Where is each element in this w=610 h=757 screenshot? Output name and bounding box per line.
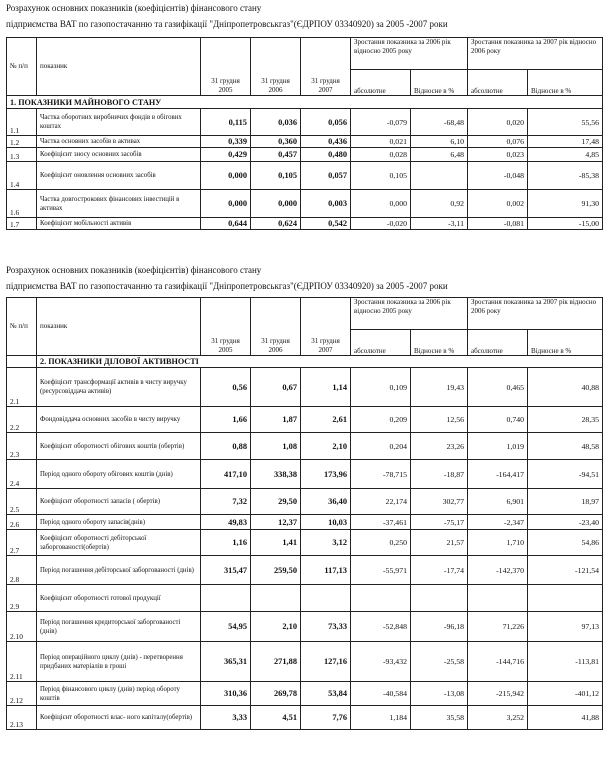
absolute-change-2007: 0,076 (468, 136, 528, 148)
table-row (7, 706, 603, 730)
value-2006: 271,88 (251, 642, 301, 682)
relative-change-2007: -121,54 (528, 556, 603, 585)
header-2006: 31 грудня 2006 (251, 298, 301, 356)
header-absolute: абсолютне (351, 70, 411, 96)
value-2007: 53,84 (301, 682, 351, 706)
relative-change-2006: -17,74 (411, 556, 468, 585)
value-2007: 0,480 (301, 148, 351, 162)
relative-change-2007: 17,48 (528, 136, 603, 148)
value-2005: 0,56 (201, 368, 251, 407)
header-num: № п/п (7, 38, 37, 96)
value-2007: 0,056 (301, 109, 351, 136)
relative-change-2006: 35,58 (411, 706, 468, 730)
absolute-change-2006: -78,715 (351, 460, 411, 489)
row-number: 2.5 (7, 489, 37, 515)
row-number: 2.13 (7, 706, 37, 730)
table-row (7, 460, 603, 489)
row-number: 2.4 (7, 460, 37, 489)
header-growth-2006: Зростання показника за 2006 рік відносно 2005 року (351, 298, 468, 330)
value-2005: 0,000 (201, 162, 251, 190)
relative-change-2006: -75,17 (411, 515, 468, 530)
value-2006: 0,624 (251, 218, 301, 230)
row-number: 1.3 (7, 148, 37, 162)
relative-change-2007: 18,97 (528, 489, 603, 515)
value-2006: 4,51 (251, 706, 301, 730)
table-row (7, 136, 603, 148)
value-2007: 0,003 (301, 190, 351, 218)
header-absolute: абсолютне (468, 330, 528, 356)
table-row (7, 585, 603, 612)
absolute-change-2006: -0,020 (351, 218, 411, 230)
absolute-change-2007: -164,417 (468, 460, 528, 489)
value-2007: 3,12 (301, 530, 351, 556)
row-indicator-name: Період операційного циклу (днів) - перетворення придбаних матеріалів в гроші (37, 642, 201, 682)
section-title: 1. ПОКАЗНИКИ МАЙНОВОГО СТАНУ (7, 96, 603, 109)
relative-change-2006: -68,48 (411, 109, 468, 136)
absolute-change-2006: 1,184 (351, 706, 411, 730)
absolute-change-2006: 0,109 (351, 368, 411, 407)
relative-change-2007: 4,85 (528, 148, 603, 162)
value-2006: 12,37 (251, 515, 301, 530)
value-2006: 0,67 (251, 368, 301, 407)
absolute-change-2007: 0,020 (468, 109, 528, 136)
header-relative: Відносне в % (411, 70, 468, 96)
table1-subtitle: підприємства ВАТ по газопостачанню та газифікації "Дніпропетровськгаз"(ЄДРПОУ 03340920) за 2005 -2007 роки (6, 19, 448, 29)
row-indicator-name: Коефіцієнт оборотності обігових коштів (обертів) (37, 433, 201, 460)
relative-change-2006: -13,08 (411, 682, 468, 706)
absolute-change-2006: 0,250 (351, 530, 411, 556)
row-indicator-name: Коефіцієнт оборотності запасів ( обертів) (37, 489, 201, 515)
absolute-change-2007: 0,023 (468, 148, 528, 162)
relative-change-2006: 6,10 (411, 136, 468, 148)
row-indicator-name: Коефіцієнт мобільності активів (37, 218, 201, 230)
relative-change-2006: 0,92 (411, 190, 468, 218)
value-2006: 29,50 (251, 489, 301, 515)
value-2007: 2,61 (301, 407, 351, 433)
row-number: 2.2 (7, 407, 37, 433)
table2-title: Розрахунок основних показників (коефіцієнтів) фінансового стану (6, 265, 262, 275)
table-row (7, 515, 603, 530)
relative-change-2006: 302,77 (411, 489, 468, 515)
row-number: 2.11 (7, 642, 37, 682)
table-row (7, 162, 603, 190)
value-2007: 36,40 (301, 489, 351, 515)
row-number: 2.7 (7, 530, 37, 556)
value-2005: 0,339 (201, 136, 251, 148)
absolute-change-2006: 0,105 (351, 162, 411, 190)
value-2006: 1,08 (251, 433, 301, 460)
table-row (7, 612, 603, 642)
value-2006: 338,38 (251, 460, 301, 489)
value-2005: 1,16 (201, 530, 251, 556)
relative-change-2007: 97,13 (528, 612, 603, 642)
row-indicator-name: Період погашення кредиторської заборгованості (днів) (37, 612, 201, 642)
value-2005: 0,115 (201, 109, 251, 136)
table-row (7, 148, 603, 162)
row-number: 1.4 (7, 162, 37, 190)
relative-change-2006: 12,56 (411, 407, 468, 433)
row-number: 1.6 (7, 190, 37, 218)
table-row (7, 433, 603, 460)
value-2006: 0,036 (251, 109, 301, 136)
table-row (7, 642, 603, 682)
row-indicator-name: Частка основних засобів в активах (37, 136, 201, 148)
relative-change-2006: 6,48 (411, 148, 468, 162)
relative-change-2006: -18,87 (411, 460, 468, 489)
header-2007: 31 грудня 2007 (301, 298, 351, 356)
row-indicator-name: Коефіцієнт оновлення основних засобів (37, 162, 201, 190)
value-2007: 0,436 (301, 136, 351, 148)
value-2006: 2,10 (251, 612, 301, 642)
absolute-change-2006: 0,204 (351, 433, 411, 460)
value-2005: 54,95 (201, 612, 251, 642)
row-number: 1.7 (7, 218, 37, 230)
value-2007: 117,13 (301, 556, 351, 585)
value-2006 (251, 585, 301, 612)
absolute-change-2007: 3,252 (468, 706, 528, 730)
table-row (7, 489, 603, 515)
relative-change-2007: 28,35 (528, 407, 603, 433)
relative-change-2006: 23,26 (411, 433, 468, 460)
absolute-change-2007: 0,740 (468, 407, 528, 433)
header-indicator: показник (37, 298, 201, 356)
value-2007: 10,03 (301, 515, 351, 530)
table-row (7, 109, 603, 136)
relative-change-2007: 40,88 (528, 368, 603, 407)
relative-change-2006: -25,58 (411, 642, 468, 682)
absolute-change-2007: -0,081 (468, 218, 528, 230)
value-2005: 7,32 (201, 489, 251, 515)
row-number: 2.9 (7, 585, 37, 612)
row-number: 2.6 (7, 515, 37, 530)
business-activity-table (6, 297, 603, 730)
header-relative: Відносне в % (528, 70, 603, 96)
relative-change-2007: -401,12 (528, 682, 603, 706)
row-number: 2.1 (7, 368, 37, 407)
table2-subtitle: підприємства ВАТ по газопостачанню та газифікації "Дніпропетровськгаз"(ЄДРПОУ 03340920) за 2005 -2007 роки (6, 281, 448, 291)
value-2005: 49,83 (201, 515, 251, 530)
absolute-change-2006: -52,848 (351, 612, 411, 642)
relative-change-2007: 54,86 (528, 530, 603, 556)
absolute-change-2006: -40,584 (351, 682, 411, 706)
section-num-cell (7, 356, 37, 368)
absolute-change-2007 (468, 585, 528, 612)
absolute-change-2007: -2,347 (468, 515, 528, 530)
absolute-change-2006: 0,209 (351, 407, 411, 433)
absolute-change-2007: -144,716 (468, 642, 528, 682)
value-2006: 0,457 (251, 148, 301, 162)
absolute-change-2006: 0,028 (351, 148, 411, 162)
relative-change-2007: -85,38 (528, 162, 603, 190)
value-2005: 0,000 (201, 190, 251, 218)
value-2005: 417,10 (201, 460, 251, 489)
row-number: 2.3 (7, 433, 37, 460)
relative-change-2007: -113,81 (528, 642, 603, 682)
row-indicator-name: Коефіцієнт оборотності дебіторської заборгованості(обертів) (37, 530, 201, 556)
value-2005: 0,644 (201, 218, 251, 230)
row-indicator-name: Коефіцієнт трансформації активів в чисту виручку (ресурсовіддача активів) (37, 368, 201, 407)
table-row (7, 368, 603, 407)
table-row (7, 218, 603, 230)
row-indicator-name: Частка довгострокових фінансових інвестицій в активах (37, 190, 201, 218)
header-growth-2007: Зростання показника за 2007 рік відносно 2006 року (468, 298, 603, 330)
table-row (7, 556, 603, 585)
relative-change-2007: 41,88 (528, 706, 603, 730)
table1-title: Розрахунок основних показників (коефіцієнтів) фінансового стану (6, 3, 262, 13)
row-indicator-name: Період фінансового циклу (днів) період обороту коштів (37, 682, 201, 706)
absolute-change-2006: 0,021 (351, 136, 411, 148)
value-2007: 173,96 (301, 460, 351, 489)
value-2007: 73,33 (301, 612, 351, 642)
header-growth-2006: Зростання показника за 2006 рік відносно 2005 року (351, 38, 468, 70)
value-2006: 0,105 (251, 162, 301, 190)
relative-change-2007: 48,58 (528, 433, 603, 460)
value-2005: 315,47 (201, 556, 251, 585)
header-absolute: абсолютне (468, 70, 528, 96)
relative-change-2006: -3,11 (411, 218, 468, 230)
absolute-change-2007: 6,901 (468, 489, 528, 515)
row-indicator-name: Коефіцієнт оборотності влас- ного капіталу(обертів) (37, 706, 201, 730)
value-2007: 7,76 (301, 706, 351, 730)
relative-change-2007: -15,00 (528, 218, 603, 230)
table-row (7, 682, 603, 706)
row-indicator-name: Період одного обороту обігових коштів (днів) (37, 460, 201, 489)
header-2006: 31 грудня 2006 (251, 38, 301, 96)
value-2007: 1,14 (301, 368, 351, 407)
property-state-table (6, 37, 603, 230)
value-2006: 0,000 (251, 190, 301, 218)
relative-change-2006 (411, 585, 468, 612)
relative-change-2007: 55,56 (528, 109, 603, 136)
row-indicator-name: Частка оборотних виробничих фондів в обігових коштах (37, 109, 201, 136)
value-2005 (201, 585, 251, 612)
value-2006: 1,87 (251, 407, 301, 433)
absolute-change-2006: -55,971 (351, 556, 411, 585)
absolute-change-2007: -142,370 (468, 556, 528, 585)
header-num: № п/п (7, 298, 37, 356)
header-2005: 31 грудня 2005 (201, 298, 251, 356)
header-relative: Відносне в % (411, 330, 468, 356)
value-2005: 310,36 (201, 682, 251, 706)
row-number: 2.12 (7, 682, 37, 706)
value-2005: 1,66 (201, 407, 251, 433)
absolute-change-2006 (351, 585, 411, 612)
value-2007: 127,16 (301, 642, 351, 682)
value-2006: 0,360 (251, 136, 301, 148)
row-indicator-name: Період одного обороту запасів(днів) (37, 515, 201, 530)
absolute-change-2006: 22,174 (351, 489, 411, 515)
table-row (7, 407, 603, 433)
value-2007: 0,057 (301, 162, 351, 190)
absolute-change-2007: -0,048 (468, 162, 528, 190)
relative-change-2006: -96,18 (411, 612, 468, 642)
row-indicator-name: Коефіцієнт оборотності готової продукції (37, 585, 201, 612)
table-row (7, 530, 603, 556)
value-2005: 0,88 (201, 433, 251, 460)
relative-change-2006: 21,57 (411, 530, 468, 556)
absolute-change-2007: -215,942 (468, 682, 528, 706)
header-2005: 31 грудня 2005 (201, 38, 251, 96)
absolute-change-2006: -0,079 (351, 109, 411, 136)
header-indicator: показник (37, 38, 201, 96)
absolute-change-2006: 0,000 (351, 190, 411, 218)
absolute-change-2006: -37,461 (351, 515, 411, 530)
section-title: 2. ПОКАЗНИКИ ДІЛОВОЇ АКТИВНОСТІ (37, 356, 603, 368)
absolute-change-2007: 1,710 (468, 530, 528, 556)
header-2007: 31 грудня 2007 (301, 38, 351, 96)
header-absolute: абсолютне (351, 330, 411, 356)
absolute-change-2007: 1,019 (468, 433, 528, 460)
relative-change-2007 (528, 585, 603, 612)
absolute-change-2007: 0,465 (468, 368, 528, 407)
absolute-change-2006: -93,432 (351, 642, 411, 682)
row-number: 2.10 (7, 612, 37, 642)
relative-change-2006 (411, 162, 468, 190)
header-growth-2007: Зростання показника за 2007 рік відносно 2006 року (468, 38, 603, 70)
absolute-change-2007: 71,226 (468, 612, 528, 642)
value-2005: 0,429 (201, 148, 251, 162)
relative-change-2006: 19,43 (411, 368, 468, 407)
value-2006: 259,50 (251, 556, 301, 585)
value-2007: 0,542 (301, 218, 351, 230)
row-indicator-name: Коефіцієнт зносу основних засобів (37, 148, 201, 162)
value-2006: 269,78 (251, 682, 301, 706)
value-2005: 365,31 (201, 642, 251, 682)
header-relative: Відносне в % (528, 330, 603, 356)
value-2007 (301, 585, 351, 612)
row-number: 1.2 (7, 136, 37, 148)
value-2005: 3,33 (201, 706, 251, 730)
row-number: 1.1 (7, 109, 37, 136)
absolute-change-2007: 0,002 (468, 190, 528, 218)
relative-change-2007: -23,40 (528, 515, 603, 530)
relative-change-2007: -94,51 (528, 460, 603, 489)
relative-change-2007: 91,30 (528, 190, 603, 218)
value-2007: 2,10 (301, 433, 351, 460)
row-number: 2.8 (7, 556, 37, 585)
row-indicator-name: Період погашення дебіторської заборгованості (днів) (37, 556, 201, 585)
row-indicator-name: Фондовіддача основних засобів в чисту виручку (37, 407, 201, 433)
value-2006: 1,41 (251, 530, 301, 556)
table-row (7, 190, 603, 218)
